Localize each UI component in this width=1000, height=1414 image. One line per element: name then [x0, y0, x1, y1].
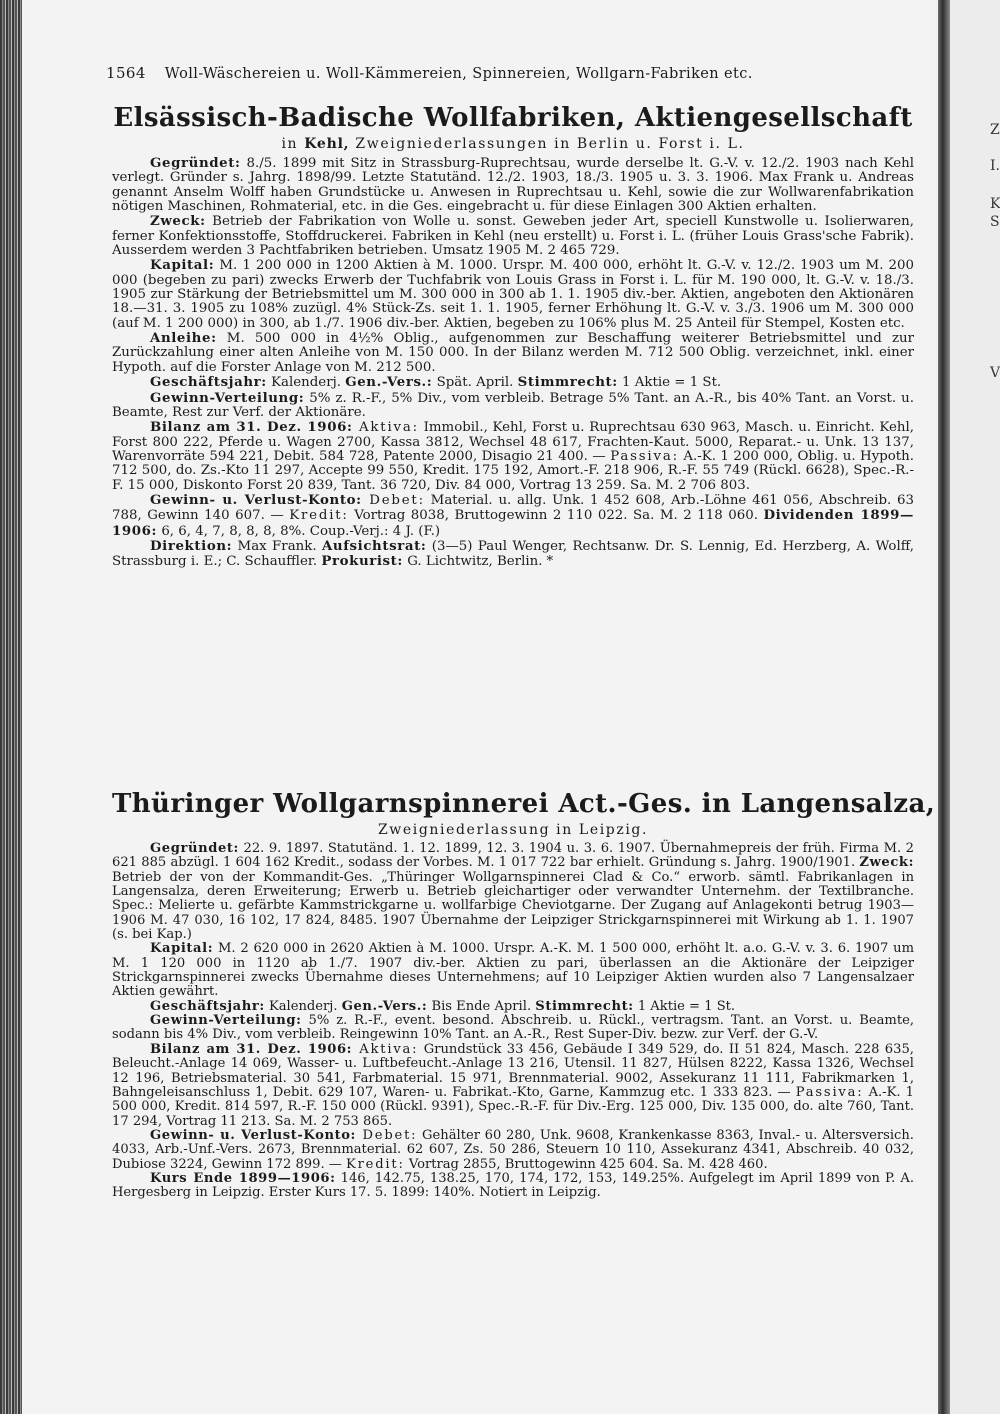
paragraph-profit-distribution: [112, 391, 914, 421]
text: M. 500 000 in 4½% Oblig., aufgenommen zur Beschaffung weiterer Betriebsmittel und zur Zurückzahlung einer alten Anleihe von M. 150 000. In der Bilanz werden M. 712 500 Oblig. verzeichnet, inkl. einer Hypoth. auf die Forster Anlage von M. 212 500.: [112, 331, 914, 375]
text: G. Lichtwitz, Berlin.: [402, 554, 543, 570]
paragraph-capital: [112, 942, 914, 999]
running-head-title: Woll-Wäschereien u. Woll-Kämmereien, Spinnereien, Wollgarn-Fabriken etc.: [164, 66, 753, 82]
label: Kapital:: [150, 941, 214, 957]
text: 1 Aktie = 1 St.: [617, 375, 722, 391]
adjacent-page-fragment: Z: [990, 122, 1000, 138]
adjacent-page-edge: [950, 0, 1000, 1414]
subtitle-prefix: in: [281, 136, 299, 152]
spaced-label: Passiva:: [795, 1084, 864, 1100]
label: Geschäftsjahr:: [150, 374, 267, 391]
paragraph-loan: [112, 331, 914, 375]
company-subtitle: Zweigniederlassung in Leipzig.: [377, 822, 649, 838]
paragraph-purpose: [112, 214, 914, 258]
text: 8./5. 1899 mit Sitz in Strassburg-Ruprechtsau, wurde derselbe lt. G.-V. v. 12./2. 1903 nach Kehl verlegt. Gründer s. Jahrg. 1898/99. Letzte Statutänd. 12./2. 1903, 18./3. 1905 u. 3. 3. 1906. Max Frank u. Andreas genannt Anselm Wolff haben Grundstücke u. Anwesen in Ruprechtsau u. Kehl, sowie die zur Wollwarenfabrikation nötigen Maschinen, Rohmaterial, etc. in die Ges. eingebracht u. für diese Einlagen 300 Aktien erhalten.: [112, 156, 914, 215]
text: 5% z. R.-F., 5% Div., vom verbleib. Betrage 5% Tant. an A.-R., bis 40% Tant. an Vorst. u. Beamte, Rest zur Verf. der Aktionäre.: [112, 390, 914, 420]
company-subtitle: [112, 136, 914, 153]
text: 6, 6, 4, 7, 8, 8, 8, 8%. Coup.-Verj.: 4 J. (F.): [157, 523, 441, 539]
label: Stimmrecht:: [535, 998, 634, 1014]
label: Geschäftsjahr:: [150, 998, 265, 1014]
adjacent-page-fragment: S: [990, 214, 1000, 230]
company-name: Elsässisch-Badische Wollfabriken, Aktiengesellschaft: [113, 103, 913, 133]
label: Aufsichtsrat:: [321, 537, 427, 554]
spaced-label: Passiva:: [610, 448, 679, 464]
paragraph-fiscal-year: [112, 1000, 914, 1014]
page-fold: [938, 0, 950, 1414]
paragraph-founded: [112, 156, 914, 214]
entry-body: [112, 156, 914, 570]
paragraph-share-price: [112, 1172, 914, 1201]
text: (3—5) Paul Wenger, Rechtsanw. Dr. S. Lennig, Ed. Herzberg, A. Wolff, Strassburg i. E.; C. Schauffler.: [112, 538, 914, 570]
subtitle-city: Kehl,: [304, 136, 350, 152]
company-name: Thüringer Wollgarnspinnerei Act.-Ges. in Langensalza,: [112, 789, 936, 819]
label: Kurs Ende 1899—1906:: [150, 1170, 336, 1186]
spaced-label: Aktiva:: [352, 1041, 419, 1057]
text: M. 1 200 000 in 1200 Aktien à M. 1000. Urspr. M. 400 000, erhöht lt. G.-V. v. 12./2. 1903 um M. 200 000 (begeben zu pari) zwecks Erwerb der Tuchfabrik von Louis Grass in Forst i. L. für M. 190 000, lt. G.-V. v. 18./3. 1905 zur Stärkung der Betriebsmittel um M. 300 000 in 300 ab 1. 1. 1905 div.-ber. Aktien, angeboten den Aktionären 18.—31. 3. 1905 zu 108% zuzügl. 4% Stück-Zs. seit 1. 1. 1905, ferner Erhöhung lt. G.-V. v. 3./3. 1906 um M. 300 000 (auf M. 1 200 000) in 300, ab 1./7. 1906 div.-ber. Aktien, begeben zu 106% plus M. 25 Anteil für Stempel, Kosten etc.: [112, 258, 914, 331]
label: Dividenden 1899—1906:: [112, 507, 914, 539]
label: Zweck:: [150, 213, 206, 230]
paragraph-balance-sheet: [112, 1043, 914, 1129]
paragraph-fiscal-year: [112, 375, 914, 390]
entry-body: [112, 842, 914, 1201]
label: Bilanz am 31. Dez. 1906:: [150, 1041, 353, 1057]
text: Betrieb der von der Kommandit-Ges. „Thüringer Wollgarnspinnerei Clad & Co.“ erworb. sämtl. Fabrikanlagen in Langensalza, deren Erweiterung; Erwerb u. Betrieb gleichartiger oder verwandter Unternehm. der Textilbranche. Spec.: Melierte u. gefärbte Kammstrickgarne u. wollfarbige Cheviotgarne. Der Zugang auf Anlagekonti betrug 1903—1906 M. 47 030, 16 102, 17 824, 8485. 1907 Übernahme der Leipziger Strickgarnspinnerei mit Wirkung ab 1. 1. 1907 (s. bei Kap.): [112, 869, 914, 943]
text: 146, 142.75, 138.25, 170, 174, 172, 153, 149.25%. Aufgelegt im April 1899 von P. A. Hergesberg in Leipzig. Erster Kurs 17. 5. 1899: 140%. Notiert in Leipzig.: [112, 1170, 914, 1201]
paragraph-profit-loss: [112, 1129, 914, 1172]
label: Direktion:: [150, 537, 233, 554]
text: M. 2 620 000 in 2620 Aktien à M. 1000. Urspr. A.-K. M. 1 500 000, erhöht lt. a.o. G.-V. v. 3. 6. 1907 um M. 1 120 000 in 1120 ab 1./7. 1907 div.-ber. Aktien zu pari, überlassen an die Aktionäre der Leipziger Strickgarnspinnerei zwecks Übernahme dieses Unternehmens; auf 10 Leipziger Aktien wurden also 7 Langensalzaer Aktien gewährt.: [112, 941, 914, 1000]
text: 22. 9. 1897. Statutänd. 1. 12. 1899, 12. 3. 1904 u. 3. 6. 1907. Übernahmepreis der früh. Firma M. 2 621 885 abzügl. 1 604 162 Kredit., sodass der Vorbes. M. 1 017 722 bar erhielt. Gründung s. Jahrg. 1900/1901.: [112, 841, 914, 871]
spaced-label: Kredit:: [346, 1156, 405, 1172]
text: Vortrag 2855, Bruttogewinn 425 604. Sa. M. 428 460.: [404, 1156, 768, 1172]
book-gutter: [0, 0, 22, 1414]
spaced-label: Kredit:: [289, 508, 349, 524]
label: Gewinn- u. Verlust-Konto:: [150, 1127, 356, 1143]
label: Gen.-Vers.:: [345, 374, 433, 391]
running-head: [106, 64, 926, 82]
paragraph-capital: [112, 258, 914, 331]
paragraph-founded: [112, 842, 914, 942]
adjacent-page-fragment: K: [990, 196, 1000, 212]
text: Material. u. allg. Unk. 1 452 608, Arb.-Löhne 461 056, Abschreib. 63 788, Gewinn 140 607. —: [112, 492, 915, 524]
text: Max Frank.: [232, 538, 322, 554]
company-entry: [112, 102, 914, 570]
paragraph-profit-loss: [112, 493, 914, 539]
text: A.-K. 1 200 000, Oblig. u. Hypoth. 712 500, do. Zs.-Kto 11 297, Accepte 99 550, Kredit. 175 192, Amort.-F. 218 906, R.-F. 55 749 (Rückl. 6628), Spec.-R.-F. 15 000, Diskonto Forst 20 839, Tant. 36 720, Div. 84 000, Vortrag 13 259. Sa. M. 2 706 803.: [112, 448, 915, 493]
text: Spät. April.: [432, 375, 518, 391]
label: Gewinn-Verteilung:: [150, 389, 305, 406]
paragraph-balance-sheet: [112, 420, 914, 493]
company-entry: [112, 788, 936, 1201]
text: Immobil., Kehl, Forst u. Ruprechtsau 630 963, Masch. u. Einricht. Kehl, Forst 800 222, Pferde u. Wagen 2700, Kassa 3812, Wechsel 48 617, Frachten-Kaut. 5000, Reparat.- u. Unk. 13 137, Warenvorräte 594 221, Debit. 584 728, Patente 2000, Disagio 21 400. —: [112, 420, 915, 464]
label: Gen.-Vers.:: [341, 998, 428, 1014]
text: Gehälter 60 280, Unk. 9608, Krankenkasse 8363, Inval.- u. Altersversich. 4033, Arb.-Unf.-Vers. 2673, Brennmaterial. 62 607, Zs. 50 286, Steuern 10 110, Assekuranz 4341, Abschreib. 40 032, Dubiose 3224, Gewinn 172 899. —: [112, 1127, 914, 1172]
text: 1 Aktie = 1 St.: [633, 998, 736, 1014]
paragraph-management: [112, 539, 914, 570]
adjacent-page-fragment: I.: [990, 158, 1000, 174]
text: Vortrag 8038, Bruttogewinn 2 110 022. Sa. M. 2 118 060.: [348, 508, 764, 524]
label: Stimmrecht:: [517, 374, 618, 391]
label: Zweck:: [859, 855, 914, 871]
spaced-label: Debet:: [361, 492, 425, 508]
page-number: 1564: [106, 64, 146, 82]
label: Gewinn-Verteilung:: [150, 1013, 302, 1029]
label: Gegründet:: [150, 155, 241, 171]
spaced-label: Aktiva:: [352, 420, 419, 436]
label: Gegründet:: [150, 841, 239, 856]
subtitle-branches: Zweigniederlassungen in Berlin u. Forst i. L.: [355, 136, 745, 152]
text: Bis Ende April.: [427, 998, 536, 1014]
text: A.-K. 1 500 000, Kredit. 814 597, R.-F. 150 000 (Rückl. 9391), Spec.-R.-F. für Div.-Erg. 125 000, Div. 135 000, do. alte 760, Tant. 17 294, Vortrag 11 213. Sa. M. 2 753 865.: [112, 1084, 914, 1129]
adjacent-page-fragment: V: [990, 365, 1000, 381]
label: Gewinn- u. Verlust-Konto:: [150, 491, 362, 508]
label: Bilanz am 31. Dez. 1906:: [150, 419, 353, 436]
text: Kalenderj.: [264, 998, 342, 1014]
label: Prokurist:: [321, 553, 403, 570]
text: Grundstück 33 456, Gebäude I 349 529, do. II 51 824, Masch. 228 635, Beleucht.-Anlage 14 069, Wasser- u. Luftbefeucht.-Anlage 13 216, Utensil. 11 827, Hülsen 8222, Kassa 1326, Wechsel 12 196, Betriebsmaterial. 30 541, Farbmaterial. 15 971, Brennmaterial. 9002, Assekuranz 11 111, Fabrikmarken 1, Bahngeleisanschluss 1, Debit. 629 107, Waren- u. Fabrikat.-Kto, Garne, Kammzug etc. 1 333 823. —: [112, 1041, 914, 1100]
text: Kalenderj.: [266, 375, 346, 391]
text: Betrieb der Fabrikation von Wolle u. sonst. Geweben jeder Art, speciell Kunstwolle u. Isolierwaren, ferner Konfektionsstoffe, Stoffdruckerei. Fabriken in Kehl (neu erstellt) u. Forst i. L. (früher Louis Grass'sche Fabrik). Ausserdem werden 3 Pachtfabriken betrieben. Umsatz 1905 M. 2 465 729.: [112, 214, 914, 259]
text: 5% z. R.-F., event. besond. Abschreib. u. Rückl., vertragsm. Tant. an Vorst. u. Beamte, sodann bis 4% Div., vom verbleib. Reingewinn 10% Tant. an A.-R., Rest Super-Div. bezw. zur Verf. der G.-V.: [112, 1013, 914, 1043]
spaced-label: Debet:: [356, 1127, 418, 1143]
label: Anleihe:: [150, 330, 217, 347]
asterisk-mark: *: [546, 554, 554, 570]
label: Kapital:: [150, 257, 215, 274]
paragraph-profit-distribution: [112, 1014, 914, 1043]
